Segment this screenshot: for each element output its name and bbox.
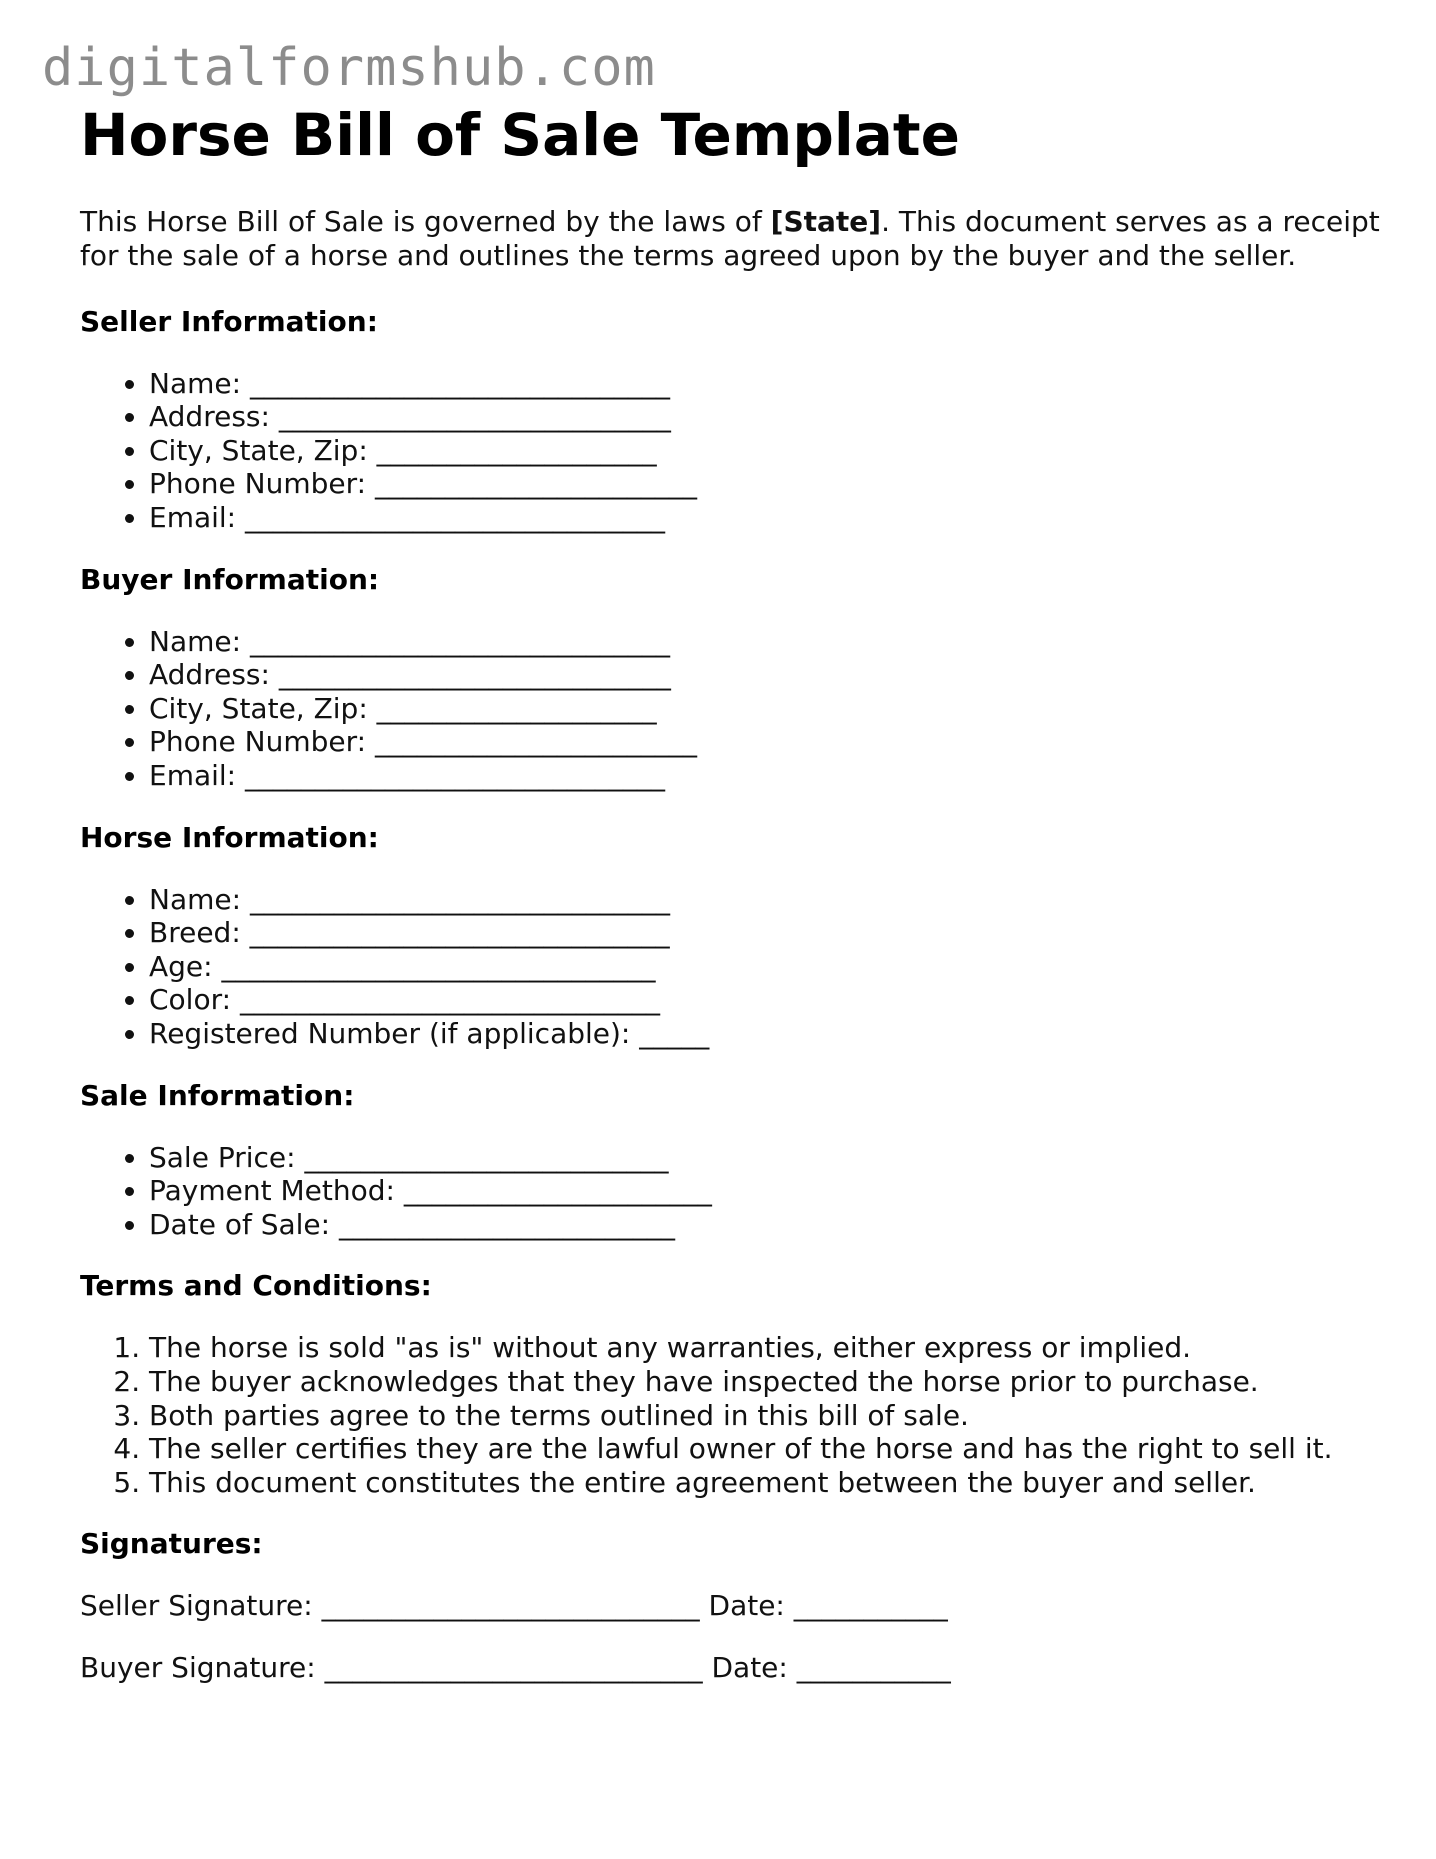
watermark: digitalformshub.com <box>42 38 656 98</box>
sale-heading: Sale Information: <box>80 1078 355 1112</box>
terms-heading: Terms and Conditions: <box>80 1269 432 1303</box>
term-item: 1. The horse is sold "as is" without any warranties, either express or implied. <box>149 1331 1380 1365</box>
page-title: Horse Bill of Sale Template <box>80 101 960 169</box>
sale-price-field: • Sale Price: __________________________ <box>149 1141 1380 1175</box>
horse-name-field: • Name: ______________________________ <box>149 883 1380 917</box>
horse-breed-field: • Breed: ______________________________ <box>149 916 1380 950</box>
buyer-email-field: • Email: ______________________________ <box>149 759 1380 793</box>
sale-list <box>80 1141 1380 1242</box>
buyer-address-field: • Address: ____________________________ <box>149 658 1380 692</box>
seller-heading: Seller Information: <box>80 304 378 338</box>
payment-method-field: • Payment Method: ______________________ <box>149 1174 1380 1208</box>
seller-phone-field: • Phone Number: _______________________ <box>149 467 1380 501</box>
horse-age-field: • Age: _______________________________ <box>149 950 1380 984</box>
term-item: 5. This document constitutes the entire agreement between the buyer and seller. <box>149 1466 1380 1500</box>
document-page <box>80 102 1380 1713</box>
buyer-heading: Buyer Information: <box>80 562 380 596</box>
buyer-city-field: • City, State, Zip: ____________________ <box>149 692 1380 726</box>
horse-heading: Horse Information: <box>80 820 379 854</box>
intro-text-after: . This document serves as a receipt for the sale of a horse and outlines the terms agreed upon by the buyer and the seller. <box>80 204 1380 272</box>
horse-color-field: • Color: ______________________________ <box>149 983 1380 1017</box>
signatures-heading: Signatures: <box>80 1527 263 1561</box>
seller-name-field: • Name: ______________________________ <box>149 367 1380 401</box>
seller-list <box>80 367 1380 535</box>
seller-city-field: • City, State, Zip: ____________________ <box>149 434 1380 468</box>
buyer-phone-field: • Phone Number: _______________________ <box>149 725 1380 759</box>
term-item: 4. The seller certifies they are the lawful owner of the horse and has the right to sell it. <box>149 1432 1380 1466</box>
term-item: 2. The buyer acknowledges that they have inspected the horse prior to purchase. <box>149 1365 1380 1399</box>
terms-list <box>80 1331 1380 1499</box>
seller-signature-line: Seller Signature: ___________________________ Date: ___________ <box>80 1589 948 1623</box>
buyer-signature-line: Buyer Signature: ___________________________ Date: ___________ <box>80 1651 951 1685</box>
intro-state-placeholder: [State] <box>770 204 882 238</box>
intro-text-before: This Horse Bill of Sale is governed by the laws of <box>80 204 771 238</box>
date-of-sale-field: • Date of Sale: ________________________ <box>149 1208 1380 1242</box>
seller-email-field: • Email: ______________________________ <box>149 501 1380 535</box>
term-item: 3. Both parties agree to the terms outlined in this bill of sale. <box>149 1399 1380 1433</box>
buyer-list <box>80 625 1380 793</box>
horse-registered-number-field: • Registered Number (if applicable): _____ <box>149 1017 1380 1051</box>
horse-list <box>80 883 1380 1051</box>
seller-address-field: • Address: ____________________________ <box>149 400 1380 434</box>
buyer-name-field: • Name: ______________________________ <box>149 625 1380 659</box>
intro-paragraph <box>80 205 1380 273</box>
